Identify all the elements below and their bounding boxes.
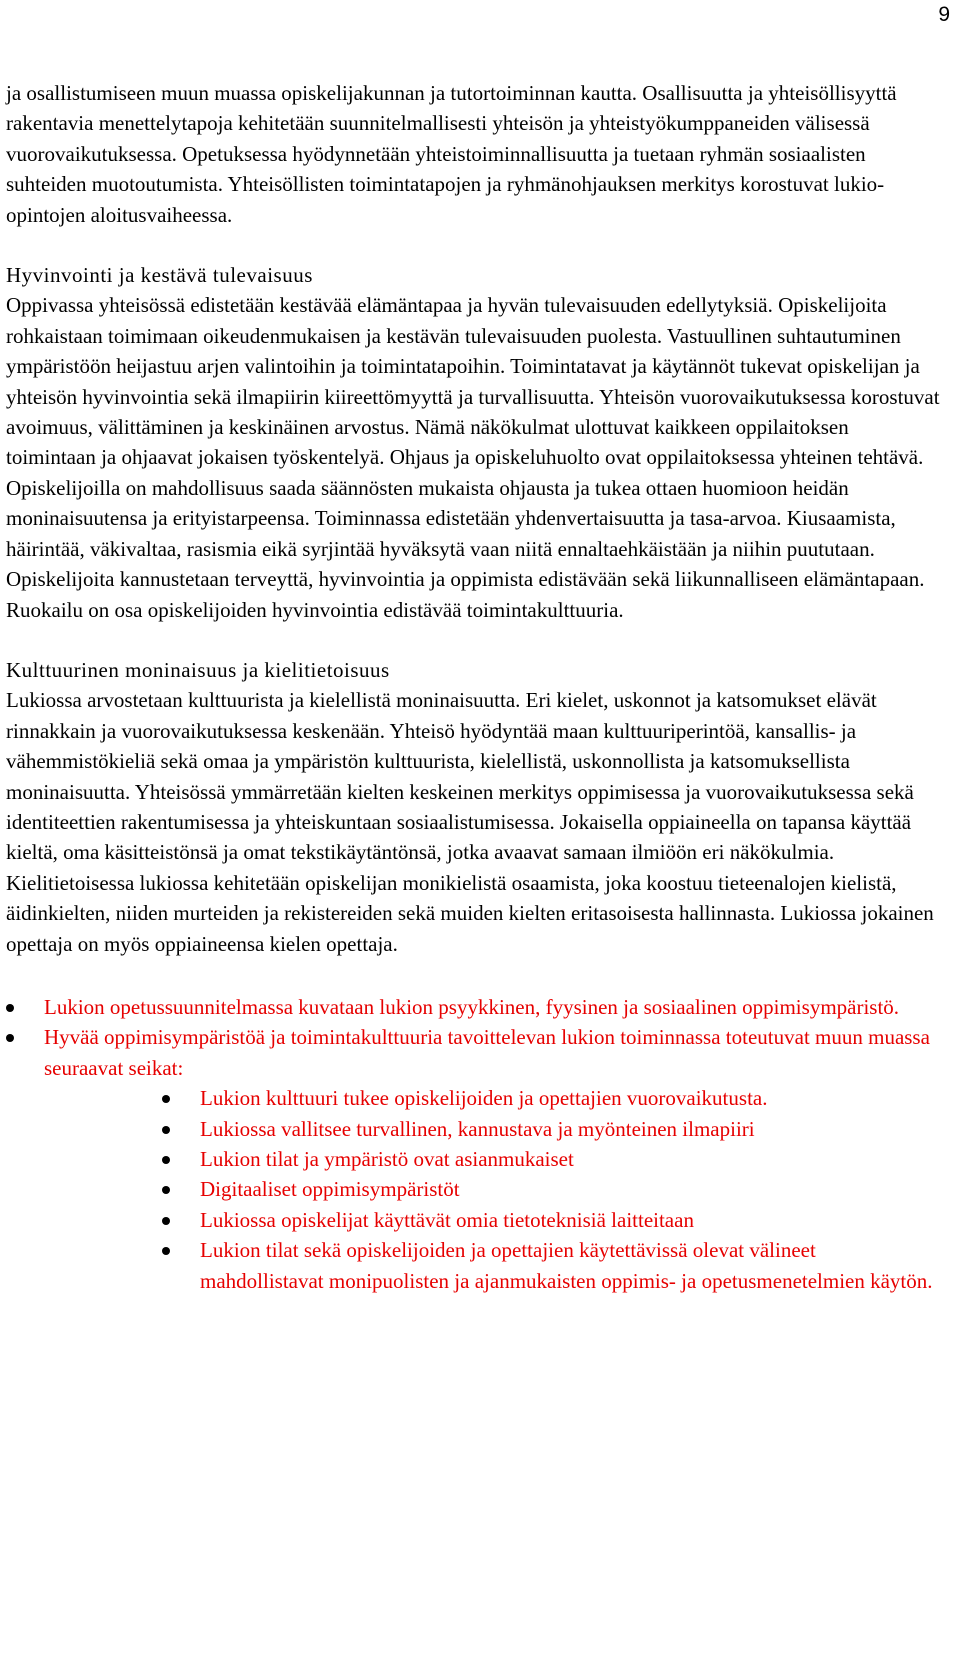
sub-list-item	[162, 1174, 941, 1204]
bullet-text: Hyvää oppimisympäristöä ja toimintakulttuuria tavoittelevan lukion toiminnassa toteutuvat muun muassa seuraavat seikat:	[44, 1025, 930, 1080]
page-number: 9	[938, 3, 950, 26]
sub-bullet-text: Lukiossa vallitsee turvallinen, kannustava ja myönteinen ilmapiiri	[200, 1116, 755, 1141]
sub-list-item	[162, 1114, 941, 1144]
list-item	[6, 1022, 941, 1296]
sub-bullet-text: Lukiossa opiskelijat käyttävät omia tietoteknisiä laitteitaan	[200, 1207, 694, 1232]
sub-bullet-text: Lukion tilat sekä opiskelijoiden ja opettajien käytettävissä olevat välineet mahdollistavat monipuolisten ja ajanmukaisten oppimis- ja opetusmenetelmien käytön.	[200, 1238, 933, 1293]
paragraph-gap	[6, 230, 941, 260]
wellbeing-paragraph: Oppivassa yhteisössä edistetään kestävää elämäntapaa ja hyvän tulevaisuuden edellytyksiä. Opiskelijoita rohkaistaan toimimaan oikeudenmukaisen ja kestävän tulevaisuuden puolesta. Vastuullinen suhtautuminen ympäristöön heijastuu arjen valintoihin ja toimintatapoihin. Toimintatavat ja käytännöt tukevat opiskelijan ja yhteisön hyvinvointia sekä ilmapiirin kiireettömyyttä ja turvallisuutta. Yhteisön vuorovaikutuksessa korostuvat avoimuus, välittäminen ja keskinäinen arvostus. Nämä näkökulmat ulottuvat kaikkeen oppilaitoksen toimintaan ja ohjaavat jokaisen työskentelyä. Ohjaus ja opiskeluhuolto ovat oppilaitoksessa yhteinen tehtävä. Opiskelijoilla on mahdollisuus saada säännösten mukaista ohjausta ja tukea ottaen huomioon heidän moninaisuutensa ja erityistarpeensa. Toiminnassa edistetään yhdenvertaisuutta ja tasa-arvoa. Kiusaamista, häirintää, väkivaltaa, rasismia eikä syrjintää hyväksytä vaan niitä ennaltaehkäistään ja niihin puututaan. Opiskelijoita kannustetaan terveyttä, hyvinvointia ja oppimista edistävään sekä liikunnalliseen elämäntapaan. Ruokailu on osa opiskelijoiden hyvinvointia edistävää toimintakulttuuria.	[6, 293, 940, 622]
document-body	[6, 78, 941, 1296]
paragraph-gap	[6, 625, 941, 655]
sub-bullet-text: Digitaaliset oppimisympäristöt	[200, 1177, 460, 1202]
bullet-list	[6, 992, 941, 1296]
sub-list-item	[162, 1144, 941, 1174]
sub-list-item	[162, 1205, 941, 1235]
list-item	[6, 992, 941, 1022]
paragraph-gap	[6, 959, 941, 992]
sub-bullet-list	[44, 1083, 941, 1296]
wellbeing-heading: Hyvinvointi ja kestävä tulevaisuus	[6, 263, 313, 288]
culture-paragraph: Lukiossa arvostetaan kulttuurista ja kielellistä moninaisuutta. Eri kielet, uskonnot ja katsomukset elävät rinnakkain ja vuorovaikutuksessa keskenään. Yhteisö hyödyntää maan kulttuuriperintöä, kansallis- ja vähemmistökieliä sekä omaa ja ympäristön kulttuurista, kielellistä, uskonnollista ja katsomuksellista moninaisuutta. Yhteisössä ymmärretään kielten keskeinen merkitys oppimisessa ja vuorovaikutuksessa sekä identiteettien rakentumisessa ja yhteiskuntaan sosiaalistumisessa. Jokaisella oppiaineella on tapansa käyttää kieltä, oma käsitteistönsä ja omat tekstikäytäntönsä, jotka avaavat samaan ilmiöön eri näkökulmia. Kielitietoisessa lukiossa kehitetään opiskelijan monikielistä osaamista, joka koostuu tieteenalojen kielistä, äidinkielten, niiden murteiden ja rekistereiden sekä muiden kielten eritasoisesta hallinnasta. Lukiossa jokainen opettaja on myös oppiaineensa kielen opettaja.	[6, 688, 934, 956]
intro-paragraph: ja osallistumiseen muun muassa opiskelijakunnan ja tutortoiminnan kautta. Osallisuutta ja yhteisöllisyyttä rakentavia menettelytapoja kehitetään suunnitelmallisesti yhteisön ja yhteistyökumppaneiden välisessä vuorovaikutuksessa. Opetuksessa hyödynnetään yhteistoiminnallisuutta ja tuetaan ryhmän sosiaalisten suhteiden muotoutumista. Yhteisöllisten toimintatapojen ja ryhmänohjauksen merkitys korostuvat lukio-opintojen aloitusvaiheessa.	[6, 81, 897, 227]
sub-bullet-text: Lukion kulttuuri tukee opiskelijoiden ja opettajien vuorovaikutusta.	[200, 1086, 768, 1111]
culture-heading: Kulttuurinen moninaisuus ja kielitietoisuus	[6, 657, 390, 682]
sub-bullet-text: Lukion tilat ja ympäristö ovat asianmukaiset	[200, 1147, 574, 1171]
sub-list-item	[162, 1083, 941, 1113]
sub-list-item	[162, 1235, 941, 1296]
bullet-text: Lukion opetussuunnitelmassa kuvataan lukion psyykkinen, fyysinen ja sosiaalinen oppimisympäristö.	[44, 994, 900, 1019]
